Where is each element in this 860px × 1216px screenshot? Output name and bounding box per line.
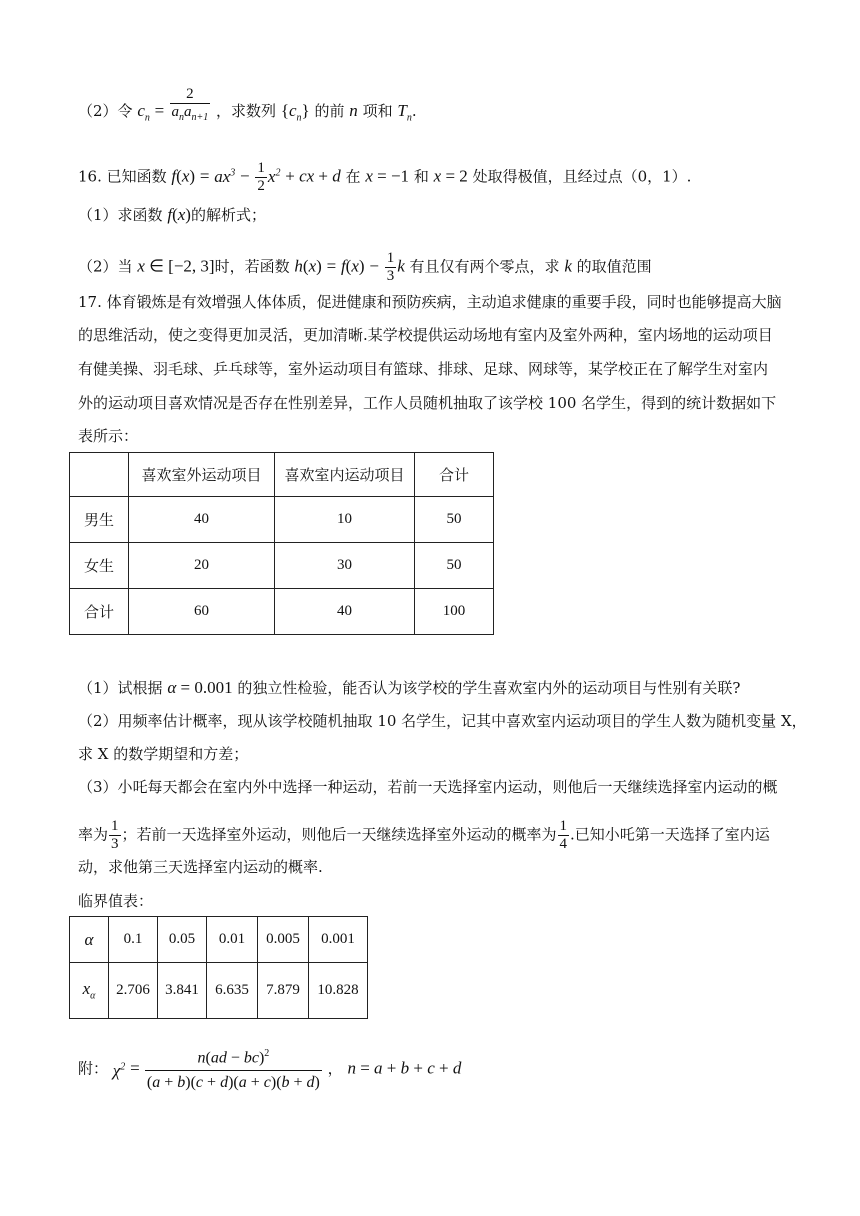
equals-sign: = <box>326 256 337 276</box>
f-function-def: f <box>171 166 177 186</box>
minus-sign: − <box>240 166 250 186</box>
table-cell: 40 <box>275 589 415 635</box>
paren-x: (x) <box>302 256 322 276</box>
q15-part2 <box>78 86 417 128</box>
table-row <box>70 497 494 543</box>
ax3-term: $ax^3$ <box>214 166 236 186</box>
paren-x: (x) <box>345 256 365 276</box>
h-function: h <box>294 256 303 276</box>
alpha-header: α <box>70 917 109 963</box>
x2-term: $x^2$ <box>267 166 281 186</box>
third-fraction-2: $\frac{1}{3}$ <box>111 818 119 852</box>
table-header-cell: 喜欢室内运动项目 <box>275 453 415 497</box>
alpha-symbol: α <box>167 678 177 697</box>
q16-stem <box>78 160 691 195</box>
x-in-interval: x <box>137 256 145 276</box>
table-cell: 50 <box>415 497 494 543</box>
cn-formula: $c_n$ <box>137 101 150 124</box>
q17-para-3: 外的运动项目喜欢情况是否存在性别差异，工作人员随机抽取了该学校 100 名学生，得到的统计数据如下 <box>78 394 777 412</box>
q17-part3a: （3）小吒每天都会在室内外中选择一种运动，若前一天选择室内运动，则他后一天继续选择室内运动的概 <box>78 778 778 796</box>
critical-values-table <box>69 916 368 1019</box>
table-cell: 0.05 <box>158 917 207 963</box>
table-header-cell <box>70 453 129 497</box>
equals-sign: = <box>199 166 210 186</box>
q15-part2-end: 项和 <box>362 102 393 120</box>
k-var: k <box>397 256 405 276</box>
critical-alpha-row <box>70 917 368 963</box>
table-cell: 0.01 <box>207 917 258 963</box>
table-cell: 10 <box>275 497 415 543</box>
q16-text-and: 和 <box>413 167 429 186</box>
q17-part3b-1: 率为 <box>78 825 109 844</box>
q17-part3b-3: .已知小吒第一天选择了室内运 <box>570 825 770 844</box>
table-cell: 女生 <box>70 543 129 589</box>
eq-2: = 2 <box>441 166 468 186</box>
paren-x: (x) <box>172 205 191 224</box>
q16-part1-text: （1）求函数 <box>78 206 163 224</box>
q16-part2-c: 有且仅有两个零点，求 <box>409 257 560 276</box>
table-cell: 男生 <box>70 497 129 543</box>
table-cell: 60 <box>129 589 275 635</box>
table-header-cell: 合计 <box>415 453 494 497</box>
table-row <box>70 589 494 635</box>
formula-comma: ， <box>327 1059 343 1078</box>
quarter-fraction: $\frac{1}{4}$ <box>559 818 568 852</box>
table-cell: 合计 <box>70 589 129 635</box>
x-alpha-header: $x_\alpha$ <box>70 963 109 1019</box>
eq-minus1: = −1 <box>372 166 410 186</box>
f-of-x: f <box>167 205 173 224</box>
q17-part1-a: （1）试根据 <box>78 679 163 697</box>
sequence-cn: $\{c_n\}$ <box>280 101 310 124</box>
x-eq-minus1: x <box>365 166 373 186</box>
q15-part2-post: 的前 <box>314 102 345 120</box>
table-cell: 30 <box>275 543 415 589</box>
table-header-row <box>70 453 494 497</box>
cn-fraction: $\frac{2}{a_na_{n+1}}$ <box>171 86 209 123</box>
f-of-x-2: f <box>340 256 346 276</box>
alpha-value: = 0.001 <box>176 678 233 697</box>
chi-square-symbol: $\chi^2$ <box>112 1060 126 1080</box>
k-variable: k <box>564 256 572 276</box>
q17-part3c: 动，求他第三天选择室内运动的概率. <box>78 858 323 876</box>
critical-table-label: 临界值表： <box>78 892 154 910</box>
chi-square-formula-line <box>78 1042 461 1095</box>
half-fraction: $\frac{1}{2}$ <box>257 160 265 194</box>
q15-part2-prefix: （2）令 <box>78 102 133 120</box>
q15-n: n <box>349 101 358 120</box>
q17-para-0: 17. 体育锻炼是有效增强人体体质，促进健康和预防疾病，主动追求健康的重要手段，同时也能够提高大脑 <box>78 293 782 311</box>
table-cell: 100 <box>415 589 494 635</box>
q17-part3b <box>78 818 770 853</box>
table-cell: 6.635 <box>207 963 258 1019</box>
q17-part2b: 求 X 的数学期望和方差； <box>78 745 249 763</box>
table-cell: 40 <box>129 497 275 543</box>
q17-part2a: （2）用频率估计概率，现从该学校随机抽取 10 名学生，记其中喜欢室内运动项目的学生人数为随机变量 X， <box>78 712 807 730</box>
contingency-table <box>69 452 494 635</box>
q16-part2-a: （2）当 <box>78 257 133 276</box>
table-cell: 2.706 <box>109 963 158 1019</box>
equals-sign: = <box>130 1058 144 1078</box>
plus-cx-d: + cx + d <box>285 166 341 186</box>
critical-x-row <box>70 963 368 1019</box>
table-cell: 7.879 <box>258 963 309 1019</box>
interval: ∈ [−2, 3] <box>144 256 215 276</box>
q16-part1-end: 的解析式； <box>190 206 266 224</box>
q16-part1 <box>78 205 266 225</box>
q17-para-1: 的思维活动，使之变得更加灵活，更加清晰.某学校提供运动场地有室内及室外两种，室内场地的运动项目 <box>78 326 773 344</box>
q17-part1 <box>78 678 740 698</box>
q16-part2-d: 的取值范围 <box>576 257 652 276</box>
Tn: $T_n$ <box>397 101 412 124</box>
chi-square-fraction: $\frac{n(ad - bc)^2}{(a + b)(c + d)(a + c)(b + d)}$ <box>145 1042 322 1095</box>
n-sum-formula: n = a + b + c + d <box>347 1058 462 1078</box>
q17-para-4: 表所示： <box>78 427 139 445</box>
table-header-cell: 喜欢室外运动项目 <box>129 453 275 497</box>
q17-part3b-2: ；若前一天选择室外运动，则他后一天继续选择室外运动的概率为 <box>121 825 557 844</box>
q16-text-at: 在 <box>345 167 361 186</box>
appendix-label: 附： <box>78 1059 109 1078</box>
q17-para-2: 有健美操、羽毛球、乒乓球等，室外运动项目有篮球、排球、足球、网球等，某学校正在了解学生对室内 <box>78 360 769 378</box>
table-cell: 10.828 <box>309 963 368 1019</box>
q16-part2 <box>78 250 652 285</box>
table-cell: 50 <box>415 543 494 589</box>
paren-x: (x) <box>176 166 196 186</box>
q16-text-end: 处取得极值，且经过点（0，1）. <box>472 167 692 186</box>
table-cell: 0.005 <box>258 917 309 963</box>
q15-part2-mid: ，求数列 <box>216 102 277 120</box>
table-cell: 3.841 <box>158 963 207 1019</box>
equals-sign: = <box>154 101 169 120</box>
q16-number: 16. 已知函数 <box>78 167 167 186</box>
third-fraction: $\frac{1}{3}$ <box>386 250 395 284</box>
table-cell: 20 <box>129 543 275 589</box>
minus-sign: − <box>369 256 379 276</box>
q16-part2-b: 时，若函数 <box>214 257 290 276</box>
x-eq-2: x <box>433 166 442 186</box>
q15-period: . <box>411 102 417 120</box>
table-cell: 0.001 <box>309 917 368 963</box>
q17-part1-b: 的独立性检验，能否认为该学校的学生喜欢室内外的运动项目与性别有关联? <box>237 679 741 697</box>
table-cell: 0.1 <box>109 917 158 963</box>
table-row <box>70 543 494 589</box>
